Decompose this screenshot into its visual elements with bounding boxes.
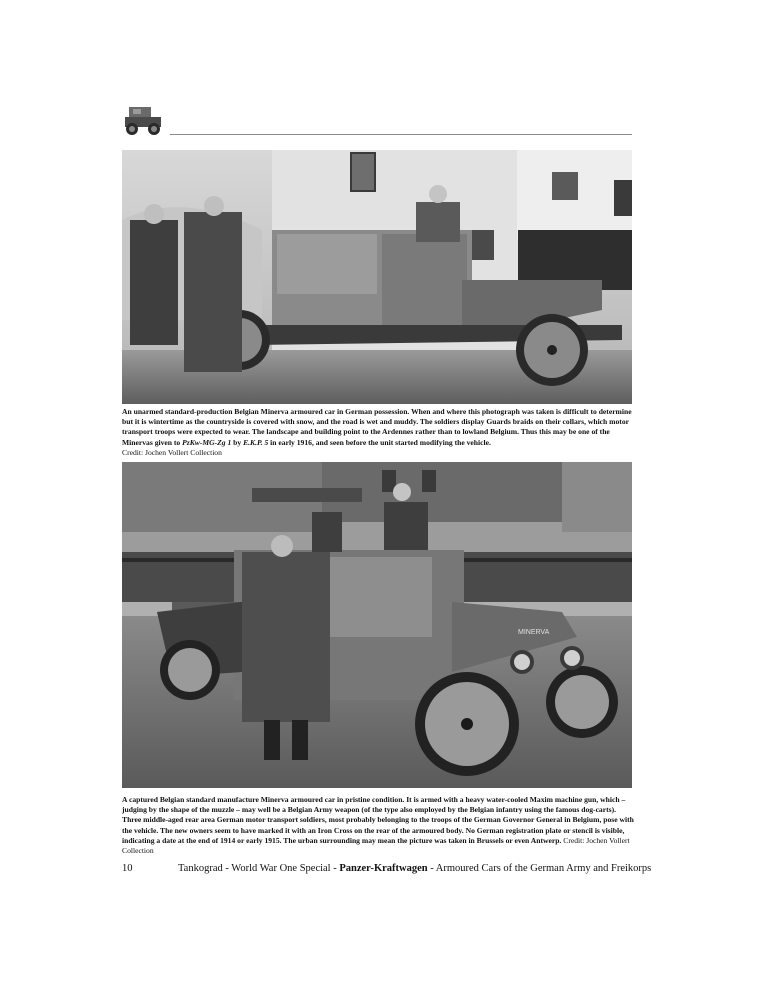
photo-credit: Credit: Jochen Vollert Collection (122, 447, 222, 457)
caption-photo-1: An unarmed standard-production Belgian Minerva armoured car in German possession. When and where this photograph was taken is difficult to determine but it is wintertime as the countryside is covered with snow, and the road is wet and muddy. The soldiers display Guards braids on their collars, which motor transport troops were expected to wear. The landscape and building point to the Ardennes rather than to lowland Belgium. Thus this may be one of the Minervas given to PzKw-MG-Zg 1 by E.K.P. 5 in early 1916, and seen before the unit started modifying the vehicle. Credit: Jochen Vollert Collection (122, 407, 632, 457)
minerva-badge: MINERVA (518, 629, 550, 636)
photo-minerva-urban (122, 462, 632, 788)
caption-photo-2: A captured Belgian standard manufacture Minerva armoured car in pristine condition. It is armed with a heavy water-cooled Maxim machine gun, which – judging by the shape of the muzzle – may well be a Belgian Army weapon (of the type also employed by the Belgian infantry using the famous dog-carts). Three middle-aged rear area German motor transport soldiers, most probably belonging to the troops of the German Governor General in Belgium, pose with the vehicle. The new owners seem to have marked it with an Iron Cross on the rear of the armoured body. No German registration plate or stencil is visible, indicating a date at the end of 1914 or early 1915. The urban surrounding may mean the picture was taken in Brussels or even Antwerp. Credit: Jochen Vollert Collection (122, 795, 634, 856)
armoured-car-logo-icon (123, 103, 163, 137)
photo-minerva-winter (122, 150, 632, 404)
photo-credit: Credit: Jochen Vollert Collection (122, 835, 630, 856)
running-title: Tankograd - World War One Special - Panzer-Kraftwagen - Armoured Cars of the German Army and Freikorps (178, 863, 652, 874)
header-rule (170, 134, 632, 135)
page-number: 10 (122, 863, 133, 874)
